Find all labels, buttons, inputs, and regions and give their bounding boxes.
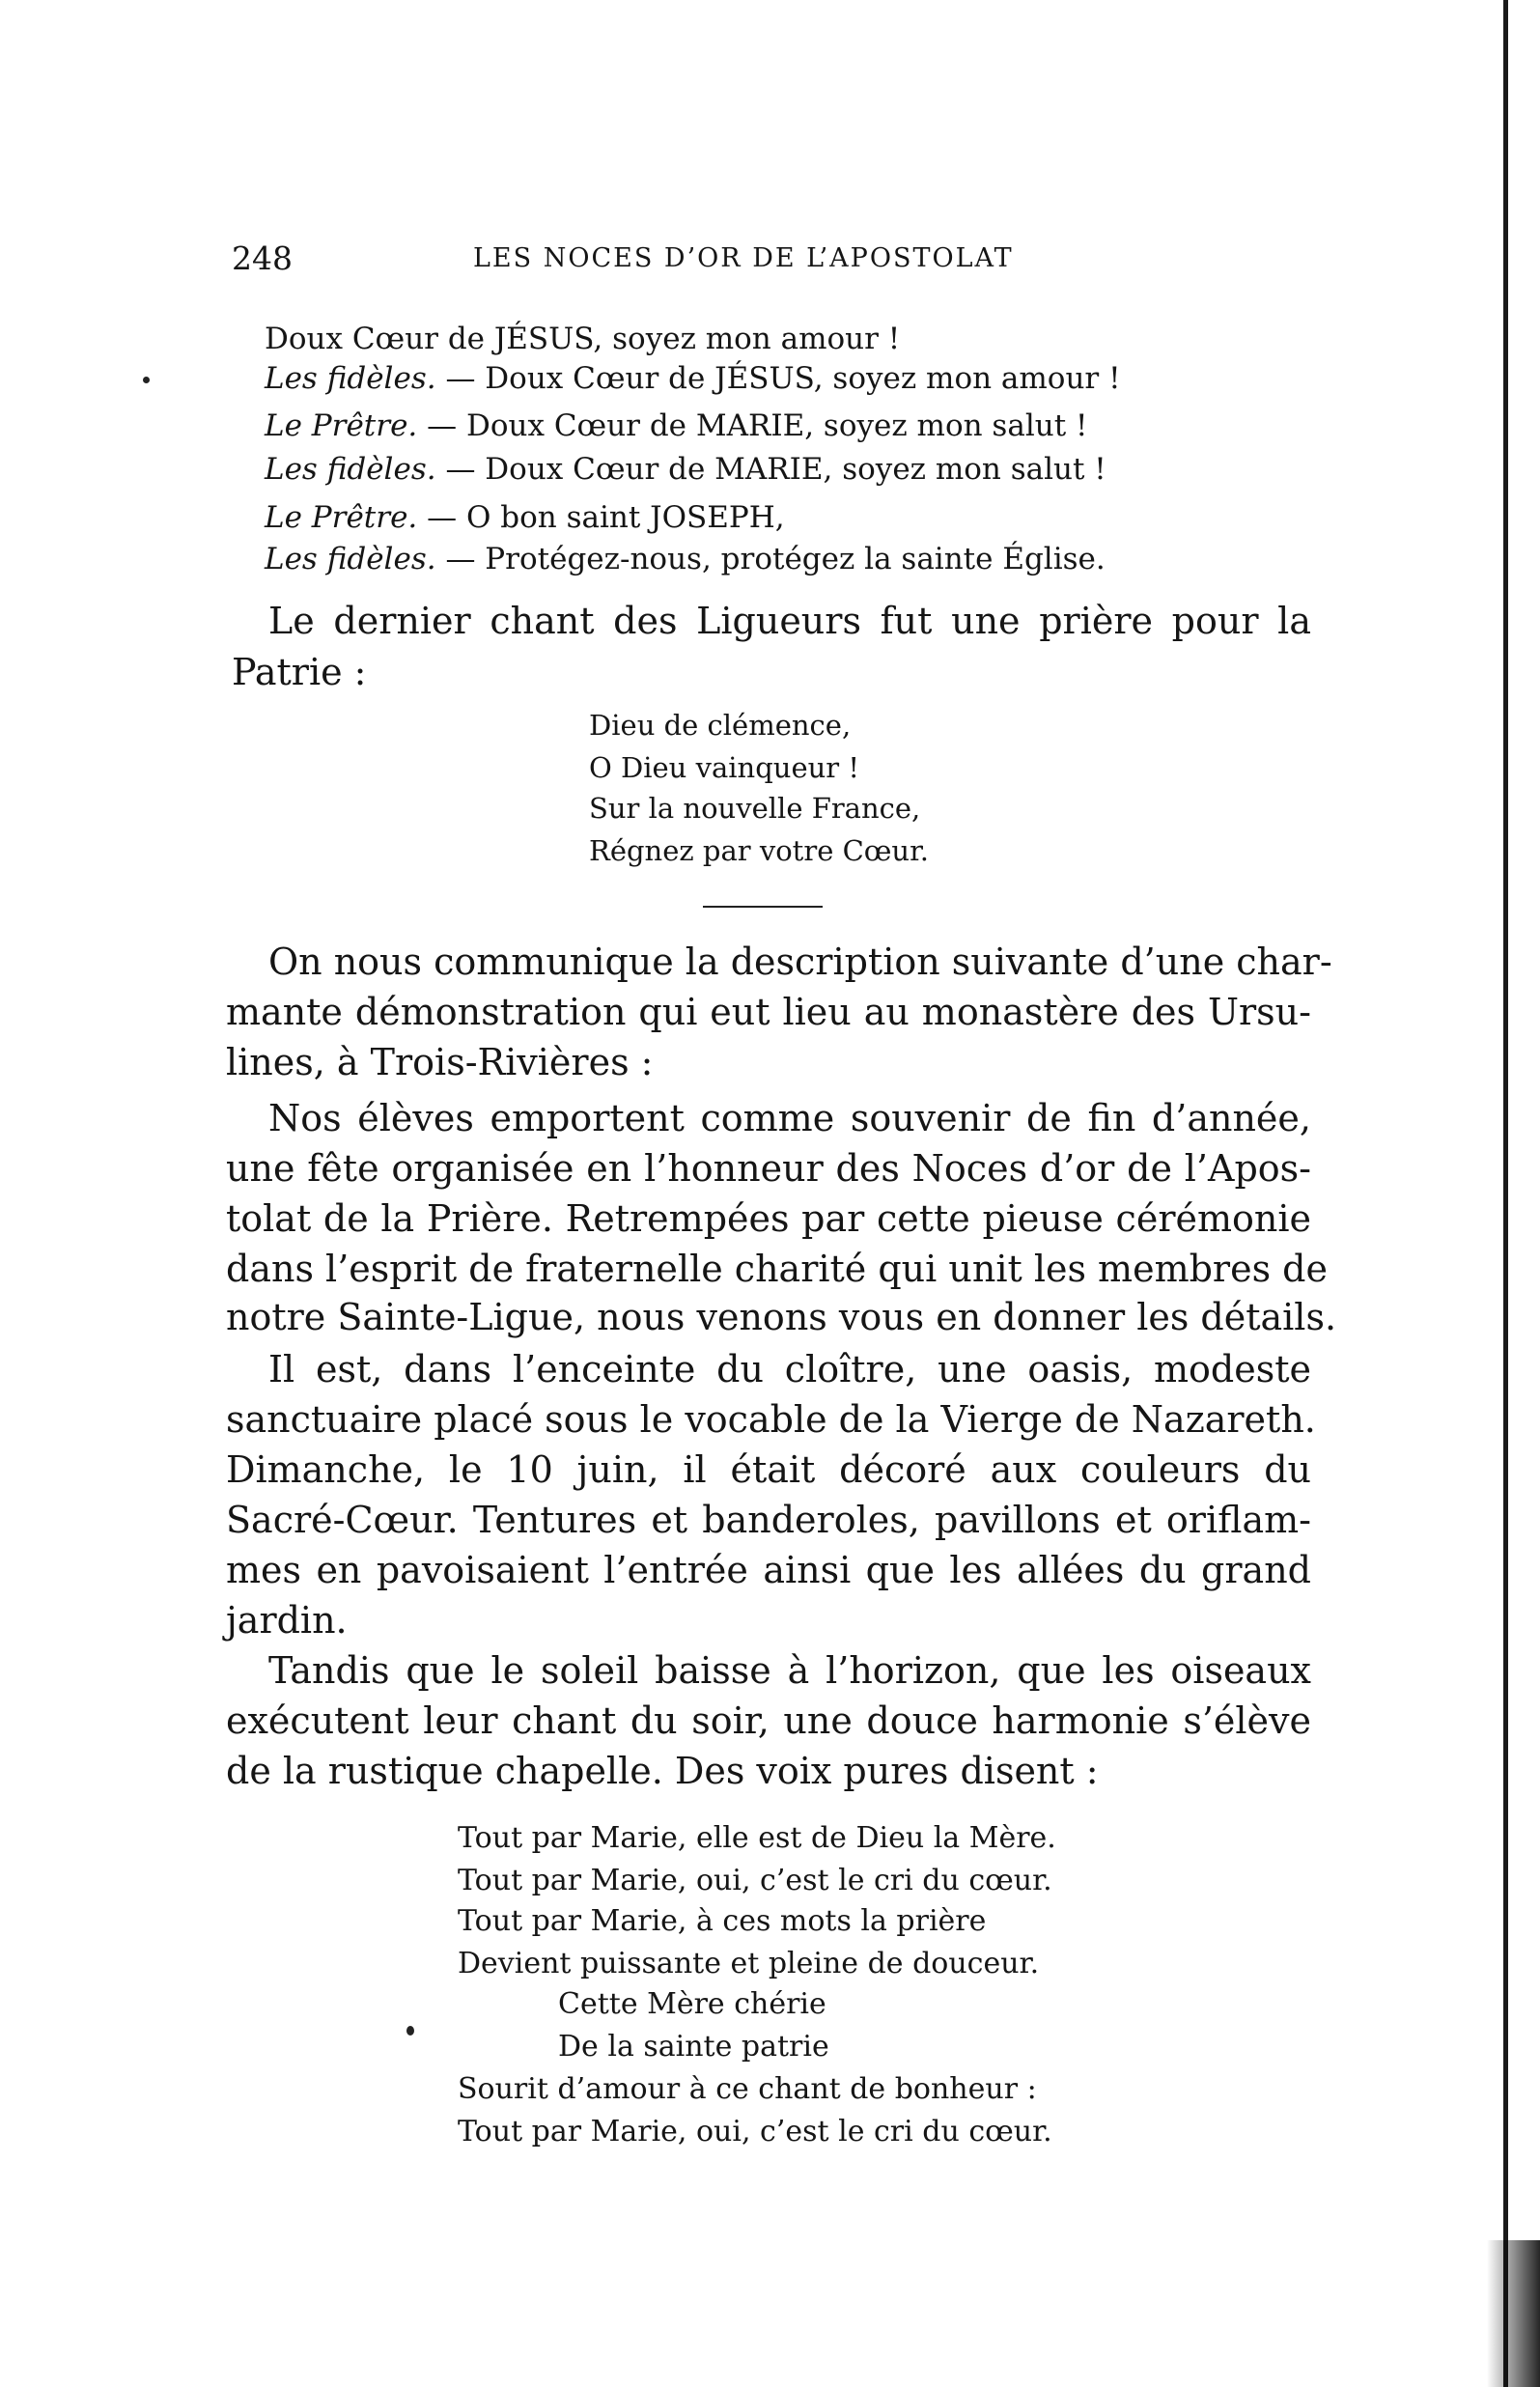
- verse-line: De la sainte patrie: [558, 2030, 829, 2064]
- ink-speck: [406, 2026, 414, 2036]
- page-number: 248: [232, 239, 293, 277]
- text-line: Tandis que le soleil baisse à l’horizon, que les oiseaux: [268, 1649, 1311, 1692]
- text-line: sanctuaire placé sous le vocable de la Vierge de Nazareth.: [226, 1398, 1316, 1441]
- litany-line: [265, 542, 1106, 576]
- text-line: exécutent leur chant du soir, une douce harmonie s’élève: [226, 1699, 1311, 1742]
- running-title: LES NOCES D’OR DE L’APOSTOLAT: [473, 243, 1014, 273]
- litany-line: [265, 408, 1087, 443]
- litany-text: — O bon saint JOSEPH,: [417, 500, 785, 535]
- litany-line: [265, 452, 1106, 487]
- text-line: On nous communique la description suivante d’une char-: [268, 941, 1332, 983]
- section-separator: [703, 906, 823, 908]
- litany-text: — Protégez-nous, protégez la sainte Église.: [435, 542, 1106, 576]
- verse-line: O Dieu vainqueur !: [589, 751, 860, 784]
- text-line: Il est, dans l’enceinte du cloître, une oasis, modeste: [268, 1348, 1311, 1390]
- verse-line: Sur la nouvelle France,: [589, 792, 921, 825]
- text-line: notre Sainte-Ligue, nous venons vous en donner les détails.: [226, 1296, 1337, 1338]
- litany-line: [265, 361, 1121, 396]
- page-header: [232, 239, 1081, 278]
- verse-line: Dieu de clémence,: [589, 709, 852, 742]
- litany-text: — Doux Cœur de MARIE, soyez mon salut !: [435, 452, 1106, 487]
- litany-line: [265, 500, 785, 535]
- text-line: Sacré-Cœur. Tentures et banderoles, pavillons et oriflam-: [226, 1499, 1311, 1541]
- speaker-label: Les fidèles.: [265, 542, 436, 576]
- text-line: une fête organisée en l’honneur des Noces d’or de l’Apos-: [226, 1147, 1311, 1190]
- verse-line: Régnez par votre Cœur.: [589, 834, 930, 867]
- litany-text: — Doux Cœur de MARIE, soyez mon salut !: [417, 408, 1088, 443]
- text-line: dans l’esprit de fraternelle charité qui unit les membres de: [226, 1248, 1328, 1290]
- verse-line: Devient puissante et pleine de douceur.: [458, 1947, 1040, 1980]
- speaker-label: Le Prêtre.: [265, 500, 418, 535]
- litany-line: [265, 322, 900, 356]
- verse-line: Sourit d’amour à ce chant de bonheur :: [458, 2072, 1037, 2106]
- text-line: Dimanche, le 10 juin, il était décoré aux couleurs du: [226, 1448, 1311, 1491]
- text-line: Patrie :: [232, 651, 367, 693]
- text-line: Nos élèves emportent comme souvenir de fin d’année,: [268, 1097, 1311, 1139]
- ink-speck: [143, 377, 150, 383]
- text-line: mes en pavoisaient l’entrée ainsi que les allées du grand: [226, 1549, 1311, 1591]
- scan-edge-shadow: [1487, 2240, 1540, 2387]
- verse-line: Tout par Marie, oui, c’est le cri du cœur.: [458, 2115, 1052, 2148]
- verse-line: Cette Mère chérie: [558, 1987, 826, 2021]
- speaker-label: Le Prêtre.: [265, 408, 418, 443]
- text-line: jardin.: [226, 1599, 348, 1642]
- verse-line: Tout par Marie, oui, c’est le cri du cœur.: [458, 1864, 1052, 1897]
- verse-line: Tout par Marie, à ces mots la prière: [458, 1904, 987, 1938]
- scan-edge-line: [1503, 0, 1508, 2387]
- litany-text: — Doux Cœur de JÉSUS, soyez mon amour !: [435, 361, 1121, 396]
- verse-line: Tout par Marie, elle est de Dieu la Mère.: [458, 1821, 1056, 1855]
- speaker-label: Les fidèles.: [265, 361, 436, 396]
- litany-text: Doux Cœur de JÉSUS, soyez mon amour !: [265, 322, 901, 356]
- text-line: mante démonstration qui eut lieu au monastère des Ursu-: [226, 991, 1311, 1033]
- text-line: de la rustique chapelle. Des voix pures disent :: [226, 1750, 1099, 1792]
- speaker-label: Les fidèles.: [265, 452, 436, 487]
- text-line: Le dernier chant des Ligueurs fut une prière pour la: [268, 600, 1311, 642]
- text-line: tolat de la Prière. Retrempées par cette pieuse cérémonie: [226, 1197, 1311, 1240]
- text-line: lines, à Trois-Rivières :: [226, 1041, 654, 1083]
